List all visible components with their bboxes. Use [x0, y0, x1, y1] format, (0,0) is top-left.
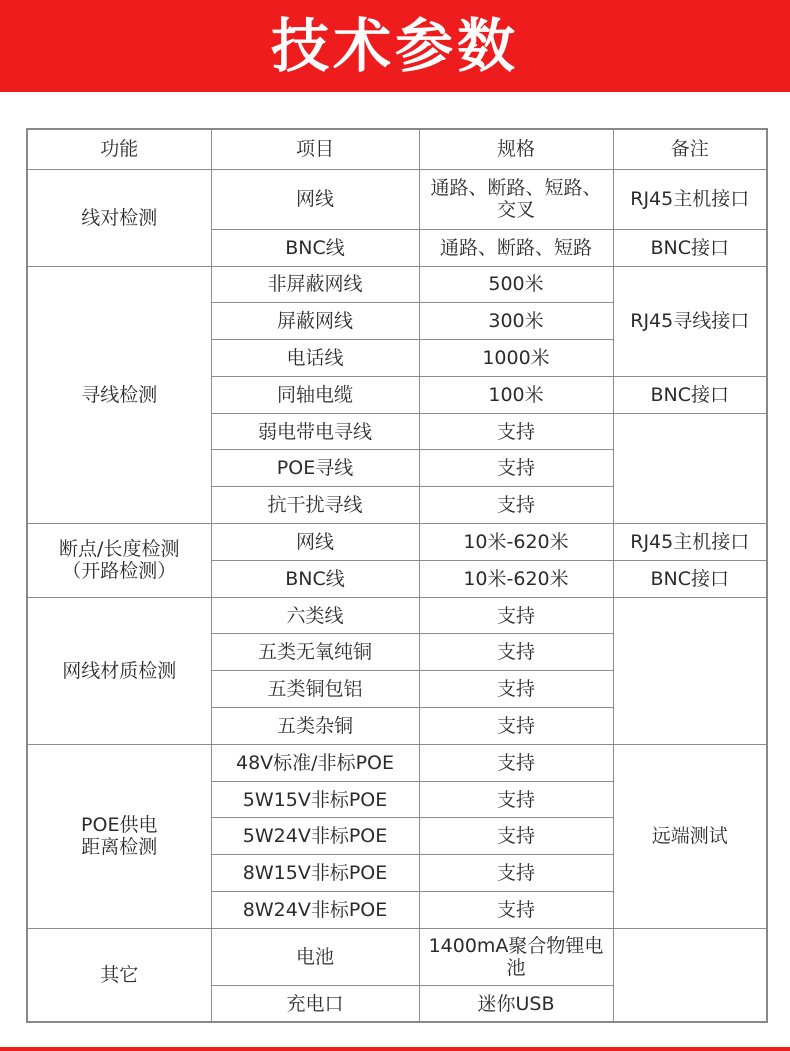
spec-cell: 迷你USB	[419, 985, 613, 1022]
note-cell: 远端测试	[613, 744, 767, 928]
item-cell: 同轴电缆	[211, 376, 419, 413]
bottom-accent-line	[0, 1047, 790, 1051]
item-cell: 非屏蔽网线	[211, 266, 419, 303]
spec-cell: 支持	[419, 892, 613, 929]
function-cell: 其它	[27, 928, 211, 1022]
item-cell: 8W15V非标POE	[211, 855, 419, 892]
item-cell: 抗干扰寻线	[211, 487, 419, 524]
item-cell: 电话线	[211, 340, 419, 377]
function-line: （开路检测）	[62, 560, 177, 583]
item-cell: 网线	[211, 169, 419, 229]
item-cell: BNC线	[211, 560, 419, 597]
item-cell: 5W24V非标POE	[211, 818, 419, 855]
item-cell: 网线	[211, 524, 419, 561]
item-cell: 48V标准/非标POE	[211, 744, 419, 781]
spec-cell: 支持	[419, 781, 613, 818]
item-cell: 电池	[211, 928, 419, 985]
note-cell: BNC接口	[613, 376, 767, 413]
header-note: 备注	[613, 129, 767, 169]
function-cell: 线对检测	[27, 169, 211, 266]
spec-cell: 支持	[419, 671, 613, 708]
item-cell: 五类杂铜	[211, 708, 419, 745]
table-row	[27, 266, 767, 303]
spec-cell: 支持	[419, 487, 613, 524]
table-row	[27, 169, 767, 229]
note-cell: BNC接口	[613, 560, 767, 597]
title-banner	[0, 0, 790, 92]
item-cell: 屏蔽网线	[211, 303, 419, 340]
table-row	[27, 744, 767, 781]
item-cell: POE寻线	[211, 450, 419, 487]
note-cell: RJ45主机接口	[613, 524, 767, 561]
note-cell: RJ45寻线接口	[613, 266, 767, 376]
spec-cell: 支持	[419, 597, 613, 634]
function-line: POE供电	[81, 814, 158, 837]
header-spec: 规格	[419, 129, 613, 169]
spec-table	[26, 128, 768, 1023]
header-function: 功能	[27, 129, 211, 169]
item-cell: 六类线	[211, 597, 419, 634]
item-cell: 8W24V非标POE	[211, 892, 419, 929]
spec-cell: 10米-620米	[419, 560, 613, 597]
function-line: 断点/长度检测	[59, 538, 180, 561]
page-title: 技术参数	[270, 12, 519, 80]
function-cell	[27, 744, 211, 928]
spec-cell: 10米-620米	[419, 524, 613, 561]
header-item: 项目	[211, 129, 419, 169]
function-cell: 寻线检测	[27, 266, 211, 524]
spec-cell: 通路、断路、短路、交叉	[419, 169, 613, 229]
note-cell-empty	[613, 928, 767, 1022]
spec-cell: 300米	[419, 303, 613, 340]
spec-cell: 1400mA聚合物锂电池	[419, 928, 613, 985]
function-line: 距离检测	[81, 836, 158, 859]
function-cell	[27, 524, 211, 598]
spec-cell: 支持	[419, 413, 613, 450]
spec-cell: 支持	[419, 744, 613, 781]
table-row	[27, 928, 767, 985]
spec-cell: 支持	[419, 634, 613, 671]
item-cell: BNC线	[211, 229, 419, 266]
spec-cell: 支持	[419, 708, 613, 745]
spec-cell: 1000米	[419, 340, 613, 377]
spec-cell: 100米	[419, 376, 613, 413]
spec-cell: 通路、断路、短路	[419, 229, 613, 266]
spec-cell: 支持	[419, 855, 613, 892]
spec-cell: 支持	[419, 450, 613, 487]
header-row	[27, 129, 767, 169]
table-row	[27, 524, 767, 561]
item-cell: 充电口	[211, 985, 419, 1022]
note-cell: BNC接口	[613, 229, 767, 266]
item-cell: 五类铜包铝	[211, 671, 419, 708]
item-cell: 五类无氧纯铜	[211, 634, 419, 671]
function-cell: 网线材质检测	[27, 597, 211, 744]
table-row	[27, 597, 767, 634]
note-cell-empty	[613, 413, 767, 523]
spec-cell: 支持	[419, 818, 613, 855]
note-cell-empty	[613, 597, 767, 744]
note-cell: RJ45主机接口	[613, 169, 767, 229]
spec-cell: 500米	[419, 266, 613, 303]
item-cell: 弱电带电寻线	[211, 413, 419, 450]
item-cell: 5W15V非标POE	[211, 781, 419, 818]
